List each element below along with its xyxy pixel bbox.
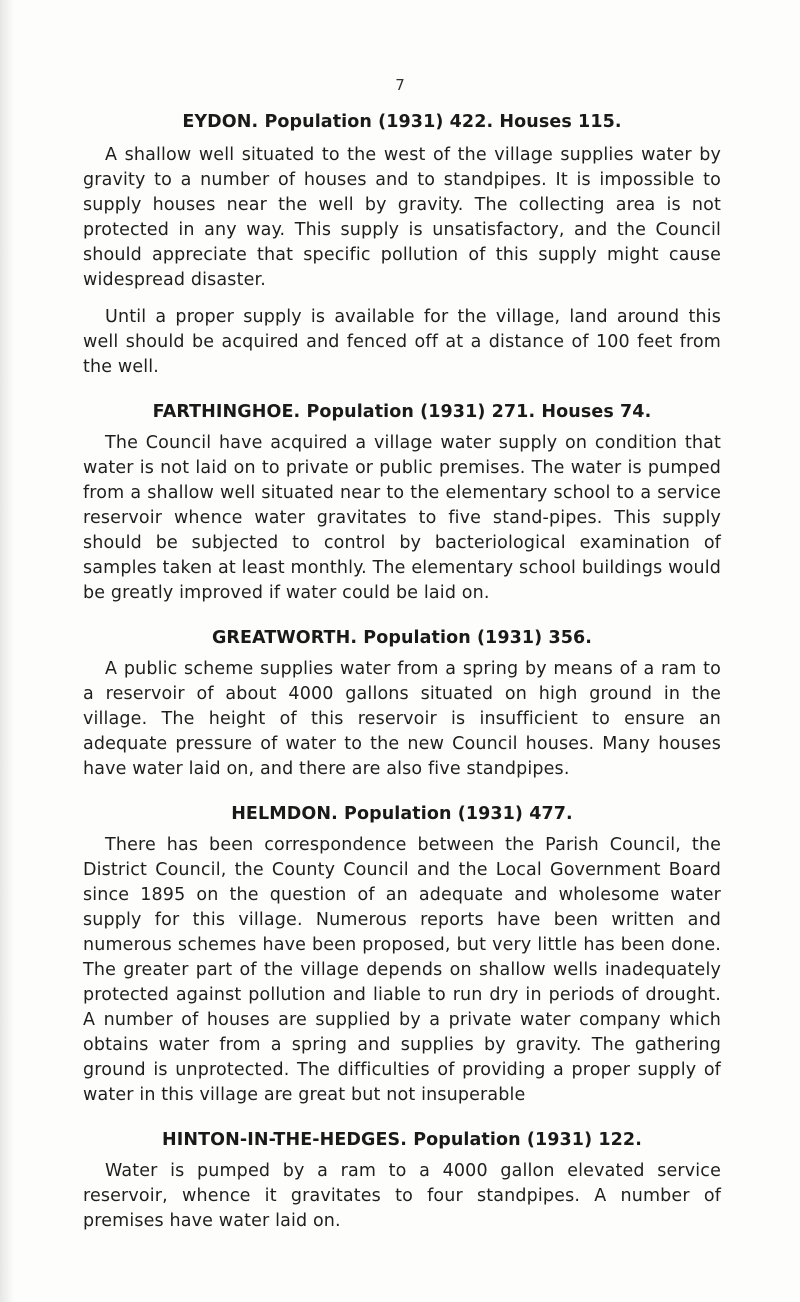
document-body xyxy=(83,112,721,1256)
paragraph: A shallow well situated to the west of the village supplies water by gravity to a number of houses and to standpipes. It is impossible to supply houses near the well by gravity. The collecting area is not protected in any way. This supply is unsatisfactory, and the Council should appreciate that specific pollution of this supply might cause widespread disaster. xyxy=(83,145,721,290)
section-heading: GREATWORTH. Population (1931) 356. xyxy=(211,628,593,648)
section-heading: FARTHINGHOE. Population (1931) 271. Houses 74. xyxy=(152,402,652,422)
section-heading: HINTON-IN-THE-HEDGES. Population (1931) 122. xyxy=(162,1130,642,1150)
paragraph: Until a proper supply is available for the village, land around this well should be acquired and fenced off at a distance of 100 feet from the well. xyxy=(83,307,721,377)
section-helmdon xyxy=(83,804,721,1108)
page-number: 7 xyxy=(395,76,405,94)
paragraph: The Council have acquired a village water supply on condition that water is not laid on to private or public premises. The water is pumped from a shallow well situated near to the elementary school to a service reservoir whence water gravitates to five stand-pipes. This supply should be subjected to control by bacteriological examination of samples taken at least monthly. The elementary school buildings would be greatly improved if water could be laid on. xyxy=(83,433,721,603)
section-hinton-in-the-hedges xyxy=(83,1130,721,1234)
section-eydon xyxy=(83,112,721,380)
section-farthinghoe xyxy=(83,402,721,606)
paragraph: Water is pumped by a ram to a 4000 gallon elevated service reservoir, whence it gravitates to four standpipes. A number of premises have water laid on. xyxy=(83,1161,721,1231)
section-greatworth xyxy=(83,628,721,782)
scan-edge-shadow xyxy=(0,0,14,1302)
section-heading: EYDON. Population (1931) 422. Houses 115. xyxy=(182,112,622,132)
paragraph: A public scheme supplies water from a spring by means of a ram to a reservoir of about 4000 gallons situated on high ground in the village. The height of this reservoir is insufficient to ensure an adequate pressure of water to the new Council houses. Many houses have water laid on, and there are also five standpipes. xyxy=(83,659,721,779)
section-heading: HELMDON. Population (1931) 477. xyxy=(231,804,573,824)
paragraph: There has been correspondence between the Parish Council, the District Council, the County Council and the Local Government Board since 1895 on the question of an adequate and wholesome water supply for this village. Numerous reports have been written and numerous schemes have been proposed, but very little has been done. The greater part of the village depends on shallow wells inadequately protected against pollution and liable to run dry in periods of drought. A number of houses are supplied by a private water company which obtains water from a spring and supplies by gravity. The gathering ground is unprotected. The difficulties of providing a proper supply of water in this village are great but not insuperable xyxy=(83,835,721,1105)
